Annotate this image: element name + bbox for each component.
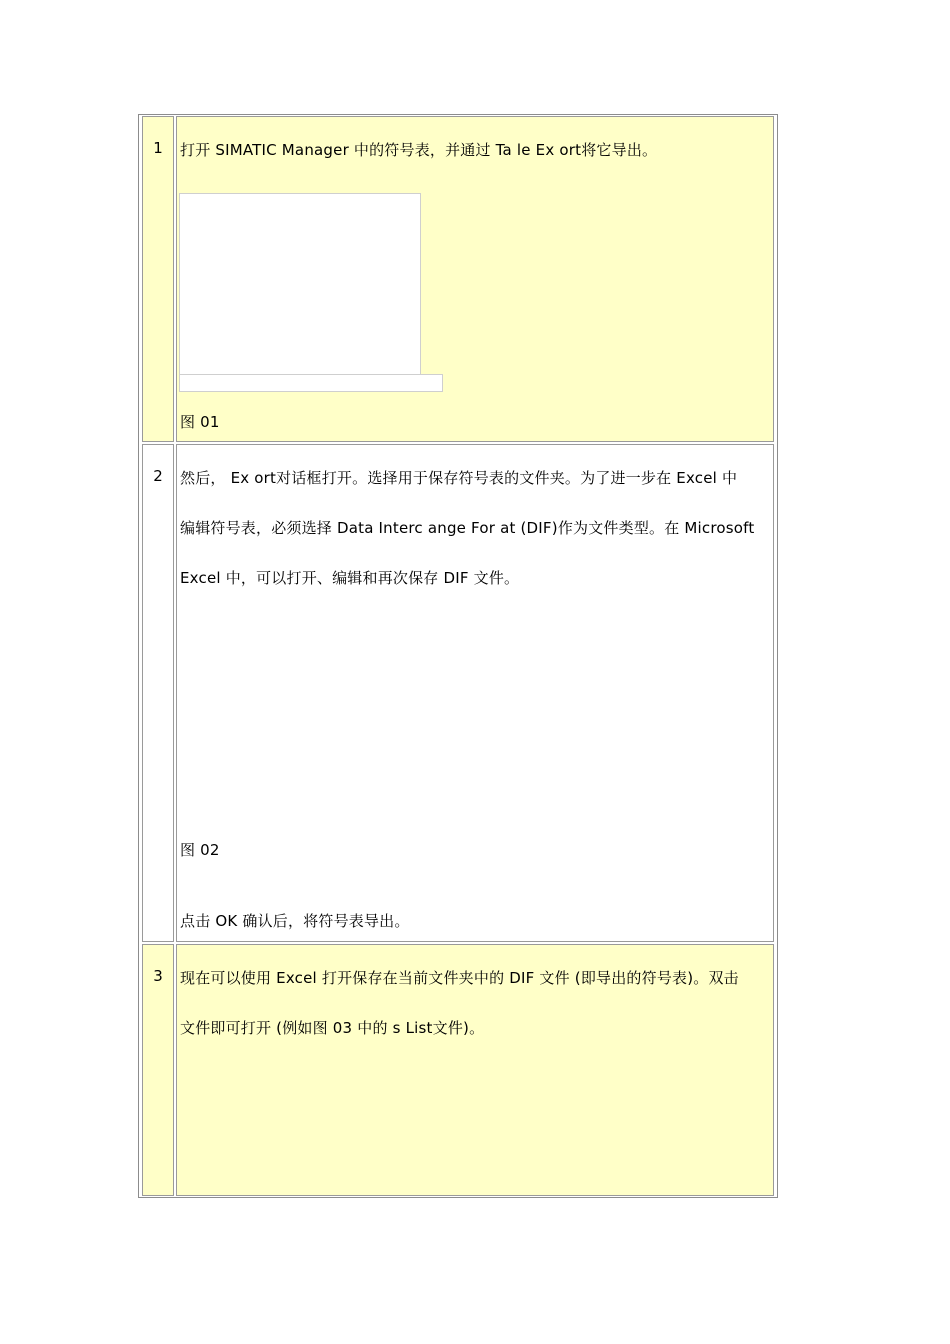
- step-text-line: Excel 中，可以打开、编辑和再次保存 DIF 文件。: [180, 569, 520, 587]
- step-content-cell: [176, 116, 774, 442]
- figure-caption: 图 01: [180, 413, 220, 431]
- step-text-line: 现在可以使用 Excel 打开保存在当前文件夹中的 DIF 文件 (即导出的符号表)。双击: [180, 969, 739, 987]
- step-row-1: [140, 116, 776, 442]
- step-text-line: 点击 OK 确认后，将符号表导出。: [180, 912, 410, 930]
- step-number-cell: [142, 944, 174, 1196]
- step-number-cell: [142, 444, 174, 942]
- step-number: 2: [153, 467, 163, 485]
- figure-caption: 图 02: [180, 841, 220, 859]
- step-content-cell: [176, 444, 774, 942]
- step-text-line: 文件即可打开 (例如图 03 中的 s List文件)。: [180, 1019, 485, 1037]
- steps-table: [138, 114, 778, 1198]
- step-text-line: 然后， Ex ort对话框打开。选择用于保存符号表的文件夹。为了进一步在 Excel 中: [180, 469, 738, 487]
- step-number-cell: [142, 116, 174, 442]
- step-row-2: [140, 444, 776, 942]
- step-content-cell: [176, 944, 774, 1196]
- step-text-line: 打开 SIMATIC Manager 中的符号表，并通过 Ta le Ex ort将它导出。: [180, 141, 658, 159]
- step-number: 1: [153, 139, 163, 157]
- step-text-line: 编辑符号表，必须选择 Data Interc ange For at (DIF)作为文件类型。在 Microsoft: [180, 519, 755, 537]
- step-number: 3: [153, 967, 163, 985]
- step-row-3: [140, 944, 776, 1196]
- figure-image-bottom-strip: [179, 374, 443, 392]
- figure-image-placeholder: [179, 193, 421, 376]
